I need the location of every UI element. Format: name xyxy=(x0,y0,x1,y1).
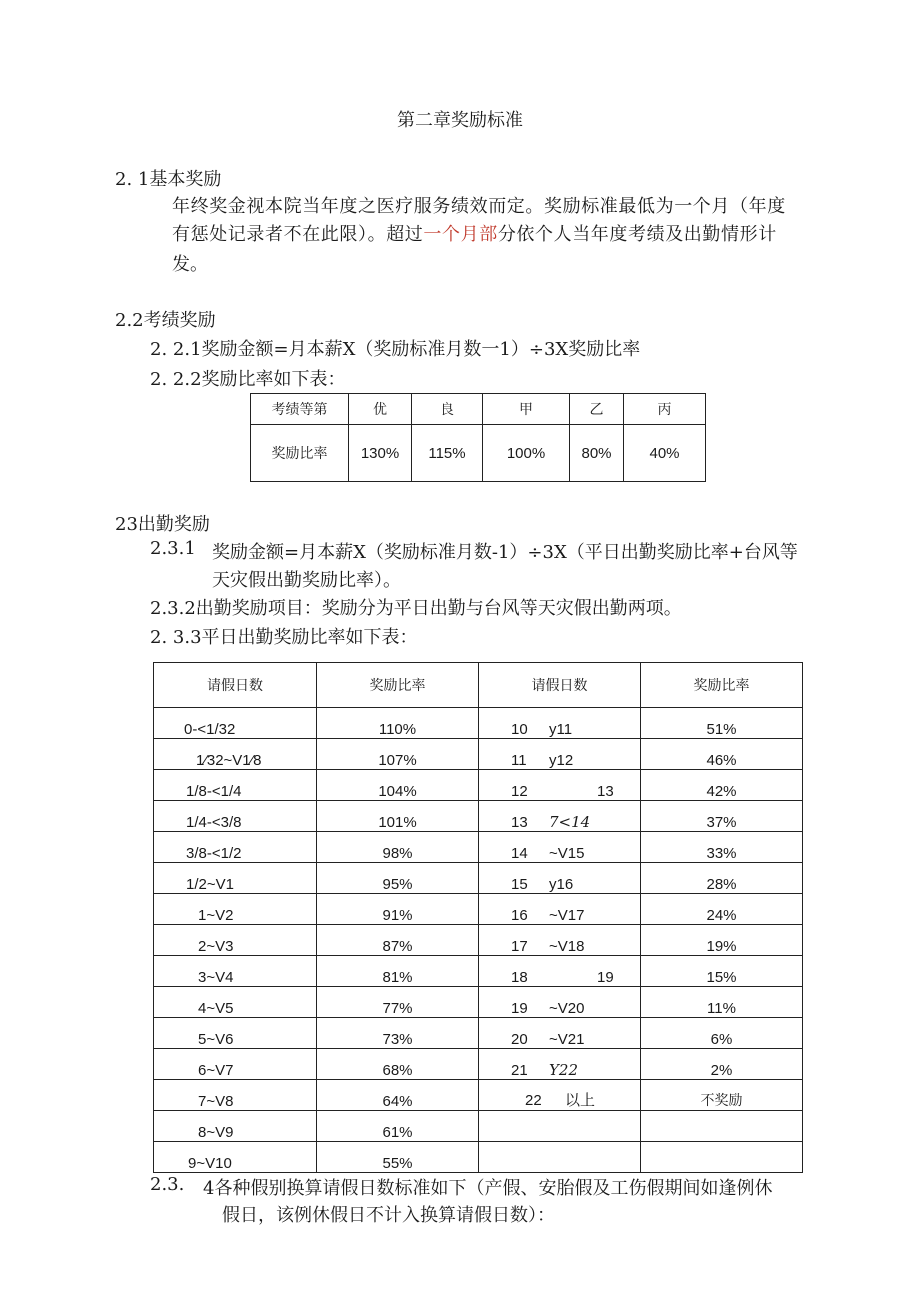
leave-days-cell: 1/4-<3/8 xyxy=(154,801,317,832)
leave-days-cell xyxy=(479,770,641,801)
ratio-cell: 61% xyxy=(317,1111,479,1142)
section-2-3-1-number: 2.3.1 xyxy=(150,538,196,559)
section-2-1-heading: 2. 1基本奖励 xyxy=(115,169,222,190)
leave-days-cell: 1~V2 xyxy=(154,894,317,925)
ratio-cell: 64% xyxy=(317,1080,479,1111)
ratio-cell: 51% xyxy=(641,708,803,739)
leave-days-to: ~V15 xyxy=(549,845,585,862)
section-2-1-line-2-highlight: 一个月部 xyxy=(423,224,498,245)
leave-days-to: y11 xyxy=(549,721,573,738)
leave-days-to: 以上 xyxy=(565,1091,596,1109)
ratio-cell: 68% xyxy=(317,1049,479,1080)
leave-days-cell xyxy=(479,956,641,987)
leave-days-cell: 8~V9 xyxy=(154,1111,317,1142)
ratio-cell: 91% xyxy=(317,894,479,925)
leave-days-cell: 9~V10 xyxy=(154,1142,317,1173)
leave-days-from: 20 xyxy=(511,1031,528,1048)
table-header-cell: 丙 xyxy=(624,394,706,425)
table-row xyxy=(154,1111,803,1142)
table-header-cell: 乙 xyxy=(570,394,624,425)
ratio-cell: 81% xyxy=(317,956,479,987)
leave-days-cell xyxy=(479,1080,641,1111)
ratio-cell xyxy=(641,1111,803,1142)
leave-days-from: 21 xyxy=(511,1062,528,1079)
table-header-cell: 考绩等第 xyxy=(251,394,349,425)
leave-days-from: 19 xyxy=(511,1000,528,1017)
ratio-cell: 95% xyxy=(317,863,479,894)
ratio-cell: 11% xyxy=(641,987,803,1018)
leave-days-cell xyxy=(479,739,641,770)
table-row xyxy=(154,770,803,801)
leave-days-cell xyxy=(479,801,641,832)
table-header-cell: 奖励比率 xyxy=(641,663,803,708)
table-row xyxy=(154,863,803,894)
ratio-cell: 110% xyxy=(317,708,479,739)
page-title: 第二章奖励标准 xyxy=(397,110,523,131)
ratio-cell: 33% xyxy=(641,832,803,863)
leave-days-from: 18 xyxy=(511,969,528,986)
leave-days-cell xyxy=(479,1018,641,1049)
table-row xyxy=(154,925,803,956)
leave-days-cell: 0-<1/32 xyxy=(154,708,317,739)
table-row xyxy=(154,1049,803,1080)
leave-days-cell xyxy=(479,708,641,739)
table-row xyxy=(154,1018,803,1049)
table-row xyxy=(154,801,803,832)
leave-days-cell xyxy=(479,832,641,863)
ratio-cell: 2% xyxy=(641,1049,803,1080)
ratio-cell: 98% xyxy=(317,832,479,863)
table-header-cell: 甲 xyxy=(483,394,570,425)
section-2-1-line-2-a: 有惩处记录者不在此限）。超过 xyxy=(172,224,424,245)
leave-days-cell: 2~V3 xyxy=(154,925,317,956)
ratio-cell: 24% xyxy=(641,894,803,925)
section-2-1-line-2 xyxy=(172,220,777,246)
ratio-cell: 77% xyxy=(317,987,479,1018)
leave-days-cell: 1/8-<1/4 xyxy=(154,770,317,801)
leave-days-cell: 7~V8 xyxy=(154,1080,317,1111)
leave-days-cell: 6~V7 xyxy=(154,1049,317,1080)
section-2-2-heading: 2.2考绩奖励 xyxy=(115,310,216,331)
section-2-1-line-1: 年终奖金视本院当年度之医疗服务绩效而定。奖励标准最低为一个月（年度 xyxy=(172,196,786,217)
ratio-cell: 104% xyxy=(317,770,479,801)
leave-days-from: 11 xyxy=(511,752,527,769)
table-row xyxy=(154,832,803,863)
leave-days-to: ~V20 xyxy=(549,1000,585,1017)
section-2-3-3: 2. 3.3平日出勤奖励比率如下表： xyxy=(150,627,418,648)
leave-days-from: 22 xyxy=(525,1092,542,1109)
leave-days-from: 12 xyxy=(511,783,528,800)
table-header-cell: 奖励比率 xyxy=(317,663,479,708)
leave-days-cell: 1⁄32~V1⁄8 xyxy=(154,739,317,770)
leave-days-cell xyxy=(479,1111,641,1142)
leave-days-to: 7<14 xyxy=(549,813,591,831)
ratio-cell: 46% xyxy=(641,739,803,770)
leave-days-cell xyxy=(479,925,641,956)
ratio-cell: 不奖励 xyxy=(641,1080,803,1111)
table-header-cell: 优 xyxy=(349,394,412,425)
section-2-3-1-line-2: 天灾假出勤奖励比率）。 xyxy=(212,570,401,591)
table-header-row xyxy=(251,394,706,425)
leave-days-to: y16 xyxy=(549,876,574,893)
leave-days-cell xyxy=(479,987,641,1018)
section-2-1-line-3: 发。 xyxy=(172,254,208,275)
ratio-cell: 73% xyxy=(317,1018,479,1049)
section-2-1-line-2-c: 分依个人当年度考绩及出勤情形计 xyxy=(497,224,777,245)
leave-days-to: y12 xyxy=(549,752,574,769)
leave-days-cell xyxy=(479,894,641,925)
table-cell: 40% xyxy=(624,425,706,482)
ratio-cell xyxy=(641,1142,803,1173)
ratio-cell: 6% xyxy=(641,1018,803,1049)
leave-days-to: ~V18 xyxy=(549,938,585,955)
leave-days-from: 16 xyxy=(511,907,528,924)
leave-days-to: Y22 xyxy=(549,1061,578,1079)
ratio-cell: 107% xyxy=(317,739,479,770)
leave-days-cell: 4~V5 xyxy=(154,987,317,1018)
ratio-cell: 28% xyxy=(641,863,803,894)
table-row xyxy=(154,987,803,1018)
leave-days-cell xyxy=(479,1142,641,1173)
ratio-cell: 15% xyxy=(641,956,803,987)
ratio-cell: 101% xyxy=(317,801,479,832)
table-header-cell: 请假日数 xyxy=(479,663,641,708)
performance-ratio-table xyxy=(250,393,706,482)
section-2-3-2: 2.3.2出勤奖励项目：奖励分为平日出勤与台风等天灾假出勤两项。 xyxy=(150,598,682,619)
section-2-3-4-number: 2.3. xyxy=(150,1174,185,1195)
section-2-3-heading: 23出勤奖励 xyxy=(115,514,210,535)
table-row xyxy=(154,1080,803,1111)
ratio-cell: 19% xyxy=(641,925,803,956)
leave-days-from: 14 xyxy=(511,845,528,862)
table-cell: 80% xyxy=(570,425,624,482)
leave-days-from: 15 xyxy=(511,876,528,893)
leave-days-to: ~V21 xyxy=(549,1031,585,1048)
leave-days-to: 19 xyxy=(597,969,614,986)
table-header-cell: 良 xyxy=(412,394,483,425)
ratio-cell: 87% xyxy=(317,925,479,956)
table-cell: 115% xyxy=(412,425,483,482)
leave-days-from: 13 xyxy=(511,814,528,831)
table-row xyxy=(154,739,803,770)
leave-days-cell: 1/2~V1 xyxy=(154,863,317,894)
attendance-ratio-table xyxy=(153,662,803,1173)
table-cell: 奖励比率 xyxy=(251,425,349,482)
section-2-2-item-1: 2. 2.1奖励金额=月本薪X（奖励标准月数一1）÷3X奖励比率 xyxy=(150,339,641,360)
leave-days-to: ~V17 xyxy=(549,907,585,924)
ratio-cell: 37% xyxy=(641,801,803,832)
section-2-3-1-line-1: 奖励金额=月本薪X（奖励标准月数-1）÷3X（平日出勤奖励比率+台风等 xyxy=(212,542,798,563)
table-row xyxy=(154,708,803,739)
leave-days-cell: 3~V4 xyxy=(154,956,317,987)
leave-days-cell xyxy=(479,863,641,894)
table-row xyxy=(154,956,803,987)
table-row xyxy=(154,1142,803,1173)
ratio-cell: 55% xyxy=(317,1142,479,1173)
leave-days-to: 13 xyxy=(597,783,614,800)
leave-days-cell xyxy=(479,1049,641,1080)
table-row xyxy=(251,425,706,482)
table-header-cell: 请假日数 xyxy=(154,663,317,708)
leave-days-cell: 3/8-<1/2 xyxy=(154,832,317,863)
ratio-cell: 42% xyxy=(641,770,803,801)
leave-days-from: 10 xyxy=(511,721,528,738)
leave-days-cell: 5~V6 xyxy=(154,1018,317,1049)
section-2-2-item-2: 2. 2.2奖励比率如下表： xyxy=(150,369,346,390)
leave-days-from: 17 xyxy=(511,938,528,955)
table-header-row xyxy=(154,663,803,708)
attendance-table-body xyxy=(154,708,803,1173)
table-cell: 130% xyxy=(349,425,412,482)
table-row xyxy=(154,894,803,925)
section-2-3-4-line-1: 4各种假别换算请假日数标准如下（产假、安胎假及工伤假期间如逢例休 xyxy=(203,1178,773,1199)
section-2-3-4-line-2: 假日，该例休假日不计入换算请假日数）： xyxy=(222,1205,555,1226)
table-cell: 100% xyxy=(483,425,570,482)
